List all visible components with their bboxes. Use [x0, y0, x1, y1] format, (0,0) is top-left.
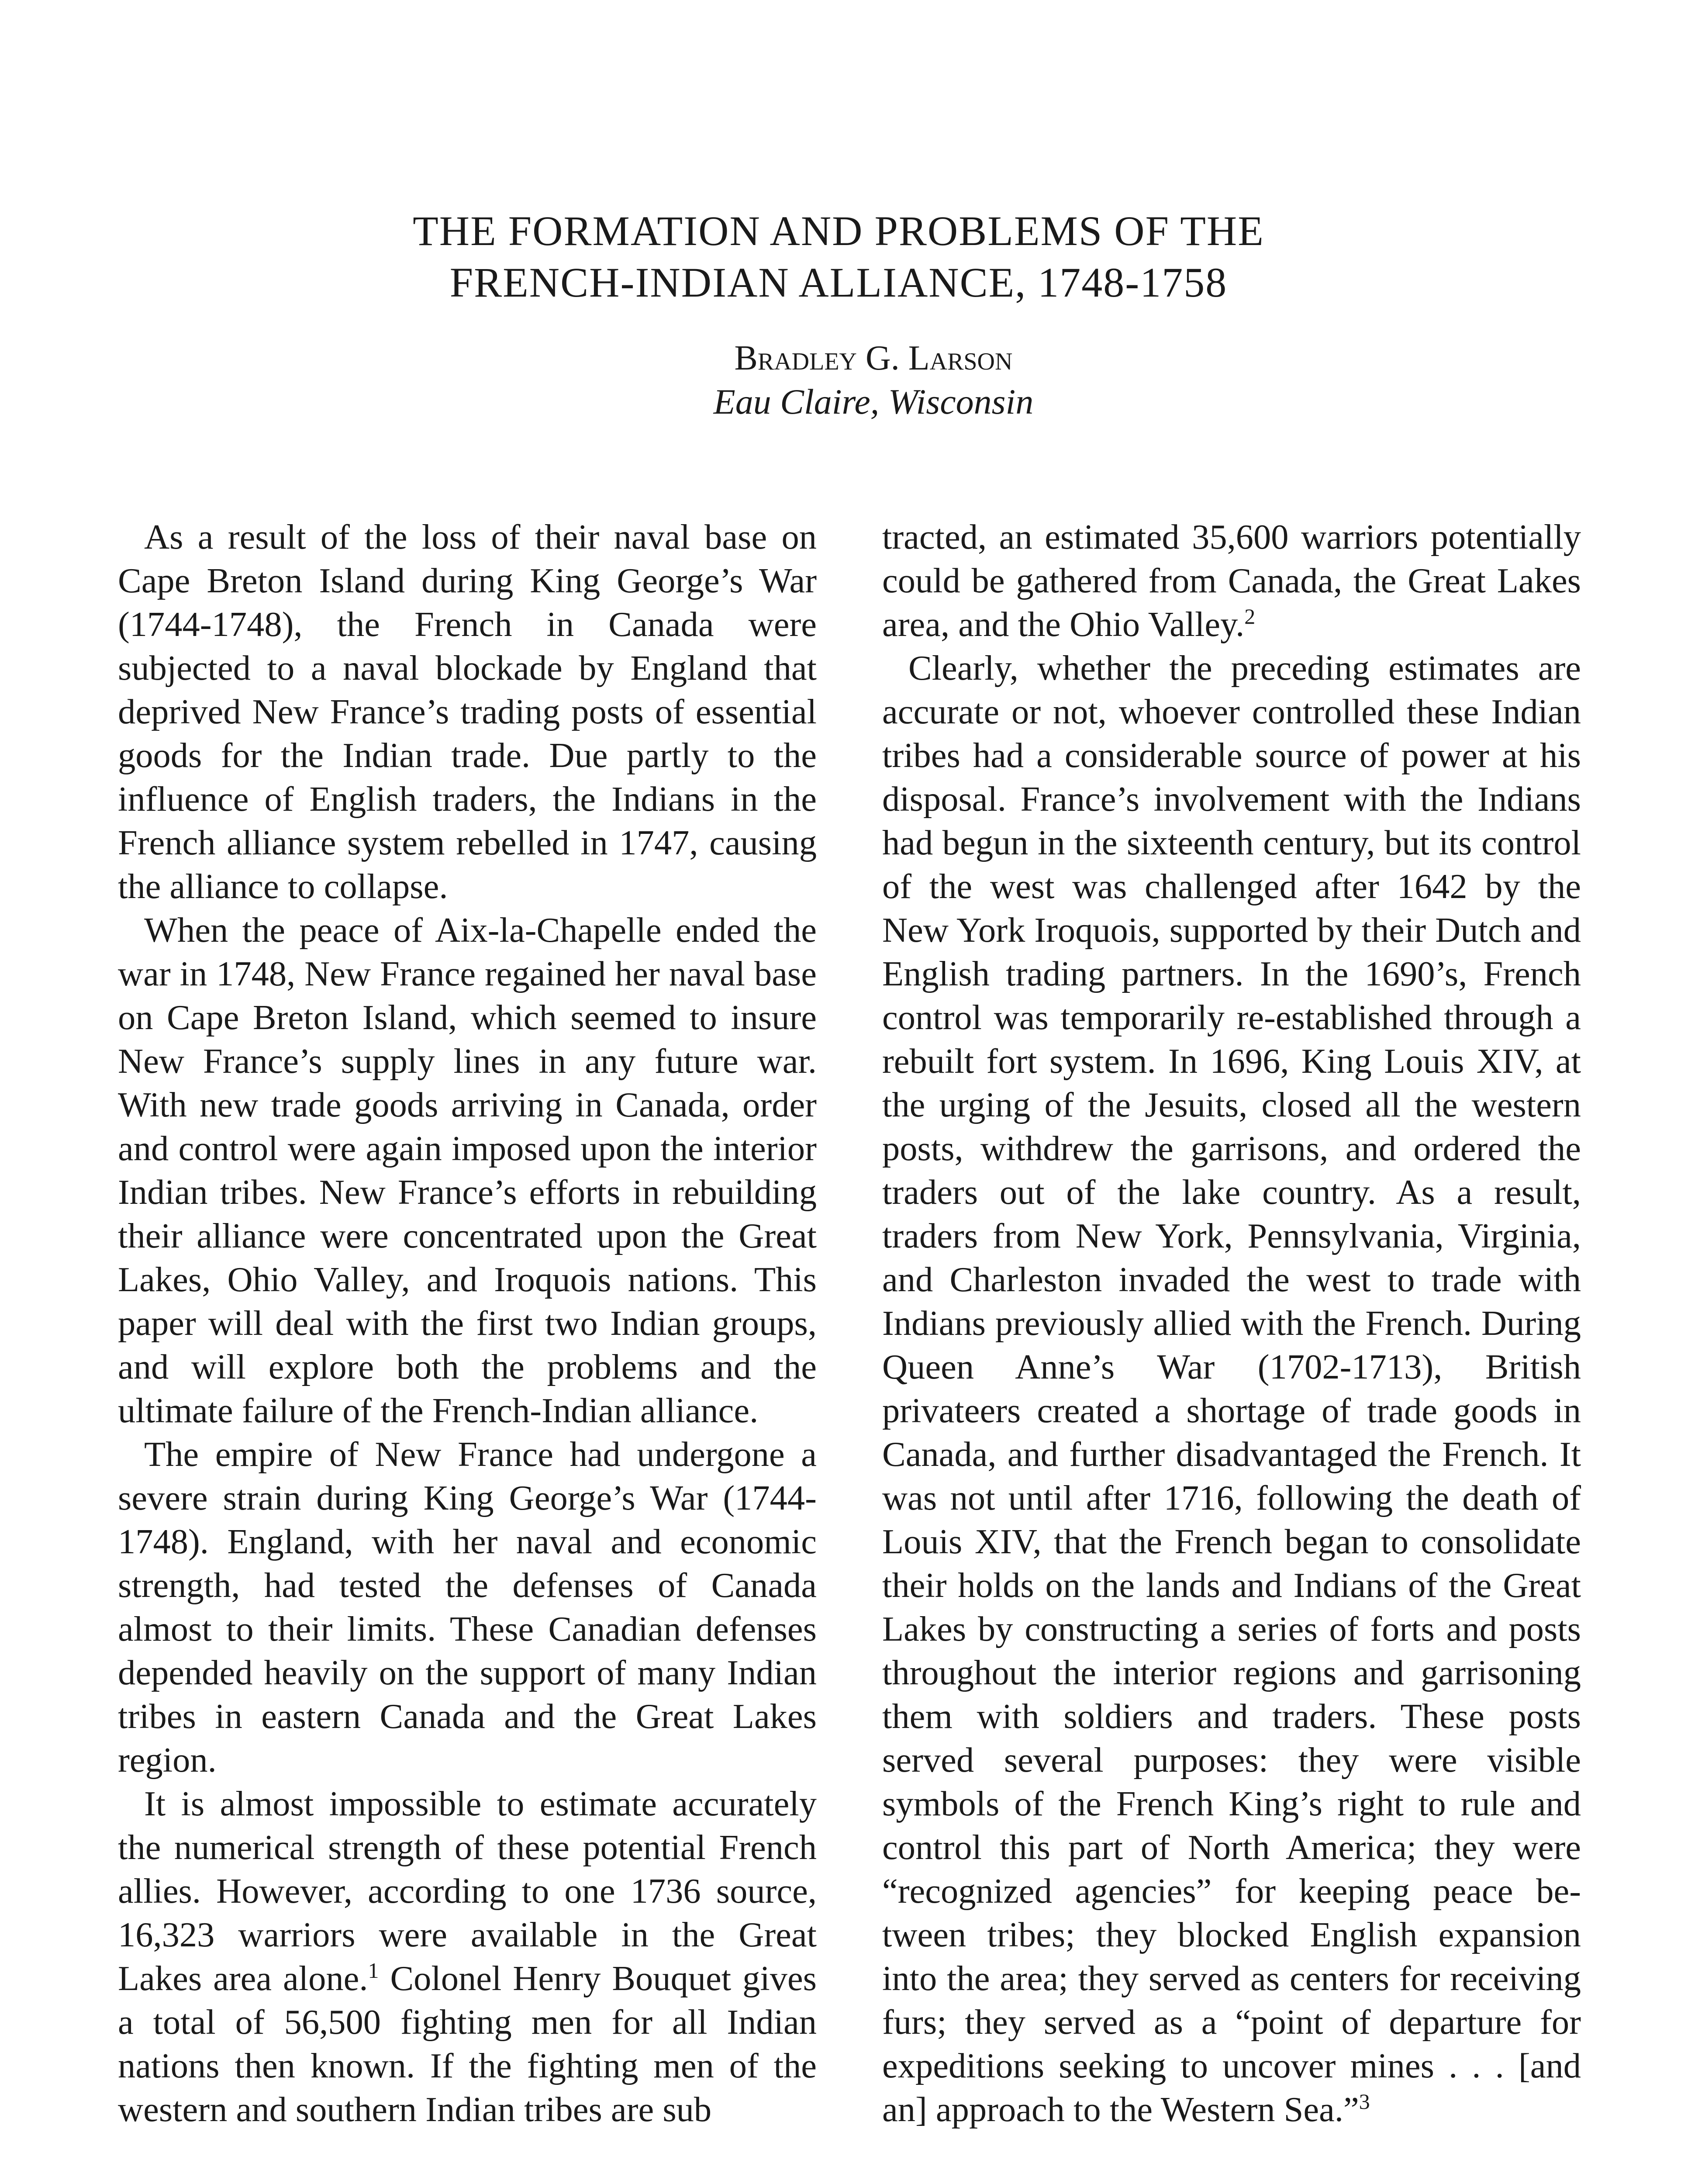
paragraph-5 [882, 646, 1581, 2132]
author-block [568, 336, 1179, 424]
footnote-marker-1: 1 [368, 1958, 379, 1983]
paragraph-3: The empire of New France had undergone a severe strain during King George’s War (1744-1748). England, with her naval and economic strength, had tested the defenses of Canada almost to their limits. These Canadian defenses depended heavily on the support of many Indian tribes in eastern Canada and the Great Lakes region. [118, 1435, 817, 1780]
paragraph-4-continuation-text: tracted, an estimated 35,600 warriors potentially could be gathered from Canada, the Great Lakes area, and the Ohio Valley. [882, 518, 1581, 644]
paragraph-4 [118, 1782, 817, 2132]
paragraph-4-continuation [882, 515, 1581, 646]
paragraph-4-text-continued: Colonel Henry Bouquet gives a total of 56,500 fighting men for all Indian nations then known. If the fighting men of the western and southern Indian tribes are sub [118, 1959, 817, 2129]
right-column [882, 515, 1581, 2184]
author-affiliation: Eau Claire, Wisconsin [713, 382, 1034, 422]
paragraph-2: When the peace of Aix-la-Chapelle ended the war in 1748, New France regained her naval base on Cape Breton Island, which seemed to insure New France’s supply lines in any future war. With new trade goods arriving in Canada, order and control were again imposed upon the interior Indian tribes. New France’s efforts in rebuilding their alliance were concentrated upon the Great Lakes, Ohio Valley, and Iroquois nations. This paper will deal with the first two Indian groups, and will explore both the problems and the ultimate failure of the French-Indian alliance. [118, 911, 817, 1430]
article-title-line-1: THE FORMATION AND PROBLEMS OF THE [413, 207, 1264, 254]
paragraph-4-text: It is almost impossible to estimate accurately the numerical strength of these potential French allies. However, according to one 1736 source, 16,323 warriors were available in the Great Lakes area alone. [118, 1784, 817, 1998]
footnote-marker-2: 2 [1244, 604, 1256, 629]
paragraph-5-text: Clearly, whether the preceding estimates are accurate or not, whoever controlled these Indian tribes had a considerable source of power at his disposal. France’s involvement with the Indians had begun in the sixteenth century, but its control of the west was challenged after 1642 by the New York Iroquois, supported by their Dutch and English trading partners. In the 1690’s, French control was temporarily re-established through a rebuilt fort system. In 1696, King Louis XIV, at the urging of the Jesuits, closed all the western posts, withdrew the garrisons, and ordered the traders out of the lake country. As a result, traders from New York, Pennsylvania, Virginia, and Charleston invaded the west to trade with Indians previously allied with the French. During Queen Anne’s War (1702-1713), British privateers created a shortage of trade goods in Canada, and further disadvantaged the French. It was not until after 1716, following the death of Louis XIV, that the French began to consolidate their holds on the lands and Indians of the Great Lakes by constructing a series of forts and posts throughout the interior regions and garrisoning them with soldiers and traders. These posts served several purposes: they were visible symbols of the French King’s right to rule and control this part of North America; they were “recognized agencies” for keeping peace between tribes; they blocked English expansion into the area; they served as centers for receiving furs; they served as a “point of departure for expeditions seeking to uncover mines . . . [and an] approach to the Western Sea.” [882, 649, 1581, 2129]
paragraph-1: As a result of the loss of their naval base on Cape Breton Island during King George’s War (1744-1748), the French in Canada were subjected to a naval blockade by England that deprived New France’s trading posts of essential goods for the Indian trade. Due partly to the influence of English traders, the Indians in the French alliance system rebelled in 1747, causing the alliance to collapse. [118, 518, 817, 906]
article-title-line-2: FRENCH-INDIAN ALLIANCE, 1748-1758 [449, 259, 1228, 306]
footnote-marker-3: 3 [1359, 2089, 1370, 2114]
left-column [118, 515, 817, 2184]
article-title [218, 205, 1459, 308]
author-name: Bradley G. Larson [734, 339, 1013, 377]
